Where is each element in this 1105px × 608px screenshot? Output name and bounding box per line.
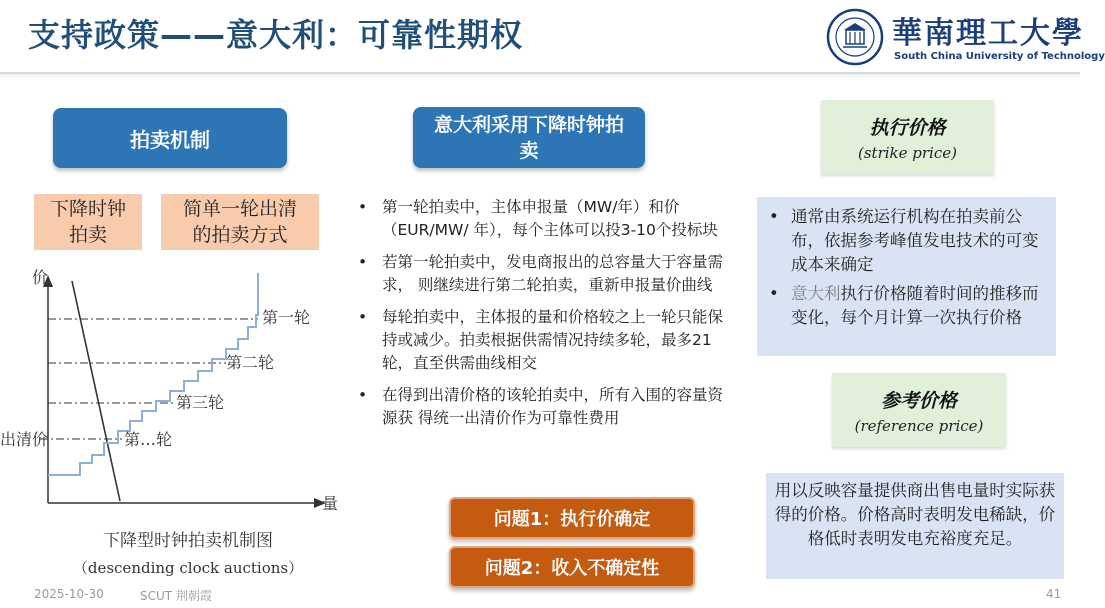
bullet-dot: •: [358, 386, 368, 404]
rule-text: 若第一轮拍卖中，发电商报出的总容量大于容量需求， 则继续进行第二轮拍卖，重新申报量价曲线: [382, 253, 724, 294]
strike-price-title: 执行价格: [869, 116, 946, 139]
single-round-text: 简单一轮出清 的拍卖方式: [182, 198, 297, 246]
y-axis-label: 价: [32, 268, 49, 287]
round-1-label: 第一轮: [262, 308, 311, 327]
auction-mechanism-label: 拍卖机制: [53, 108, 287, 168]
strike-point-text: 通常由系统运行机构在拍卖前公布，依据参考峰值发电技术的可变成本来确定: [791, 207, 1039, 274]
clearing-price-label: 出清价: [0, 430, 49, 449]
strike-price-subtitle: (strike price): [858, 143, 957, 162]
university-seal-icon: [826, 8, 884, 66]
round-2-label: 第二轮: [226, 353, 275, 372]
page-number: 41: [1046, 587, 1062, 601]
diagram-caption-cn: 下降型时钟拍卖机制图: [103, 531, 273, 551]
bullet-dot: •: [358, 253, 368, 271]
bullet-dot: •: [358, 308, 368, 326]
descending-clock-box: [34, 194, 142, 250]
list-item: [356, 384, 724, 430]
strike-price-description: [757, 197, 1056, 356]
bullet-dot: •: [769, 284, 779, 303]
x-axis-label: 量: [322, 494, 339, 513]
reference-price-box: [832, 373, 1006, 447]
descending-clock-text: 下降时钟 拍卖: [49, 198, 126, 246]
list-item: [356, 251, 724, 297]
footer-date: 2025-10-30: [34, 587, 104, 601]
question-2-revenue-uncertainty: 问题2：收入不确定性: [449, 546, 695, 588]
rule-text: 第一轮拍卖中，主体申报量（MW/年）和价（EUR/MW/ 年），每个主体可以投3-10个投标块: [382, 198, 718, 239]
footer-author: SCUT 荆朝霞: [140, 589, 212, 603]
single-round-box: [161, 194, 319, 250]
list-item: [769, 282, 1046, 330]
auction-rules-list: [356, 196, 724, 439]
strike-point-lead: 意大利: [791, 284, 841, 303]
rule-text: 在得到出清价格的该轮拍卖中，所有入围的容量资源获 得统一出清价作为可靠性费用: [382, 386, 724, 427]
university-name-en: South China University of Technology: [894, 51, 1105, 62]
round-3-label: 第三轮: [176, 393, 225, 412]
reference-price-title: 参考价格: [880, 389, 957, 412]
rule-text: 每轮拍卖中，主体报的量和价格较之上一轮只能保持或减少。拍卖根据供需情况持续多轮，最多21轮，直至供需曲线相交: [382, 308, 724, 372]
bullet-dot: •: [769, 207, 779, 226]
header-shadow: [0, 74, 1080, 80]
list-item: [356, 306, 724, 375]
strike-price-box: [821, 100, 994, 174]
italy-auction-label: 意大利采用下降时钟拍卖: [413, 107, 645, 168]
round-n-label: 第…轮: [124, 430, 173, 449]
strike-point-text: 执行价格随着时间的推移而变化，每个月计算一次执行价格: [791, 284, 1039, 327]
university-name-cn: 華南理工大學: [892, 16, 1084, 51]
page-title: 支持政策——意大利：可靠性期权: [28, 16, 524, 54]
bullet-dot: •: [358, 198, 368, 216]
reference-price-description: 用以反映容量提供商出售电量时实际获得的价格。价格高时表明发电稀缺，价格低时表明发电充裕度充足。: [766, 473, 1064, 579]
list-item: [769, 205, 1046, 277]
descending-clock-diagram: [0, 255, 345, 530]
list-item: [356, 196, 724, 242]
question-1-strike-price: 问题1：执行价确定: [449, 497, 695, 539]
diagram-caption-en: （descending clock auctions）: [72, 559, 304, 577]
reference-price-subtitle: (reference price): [854, 416, 984, 435]
